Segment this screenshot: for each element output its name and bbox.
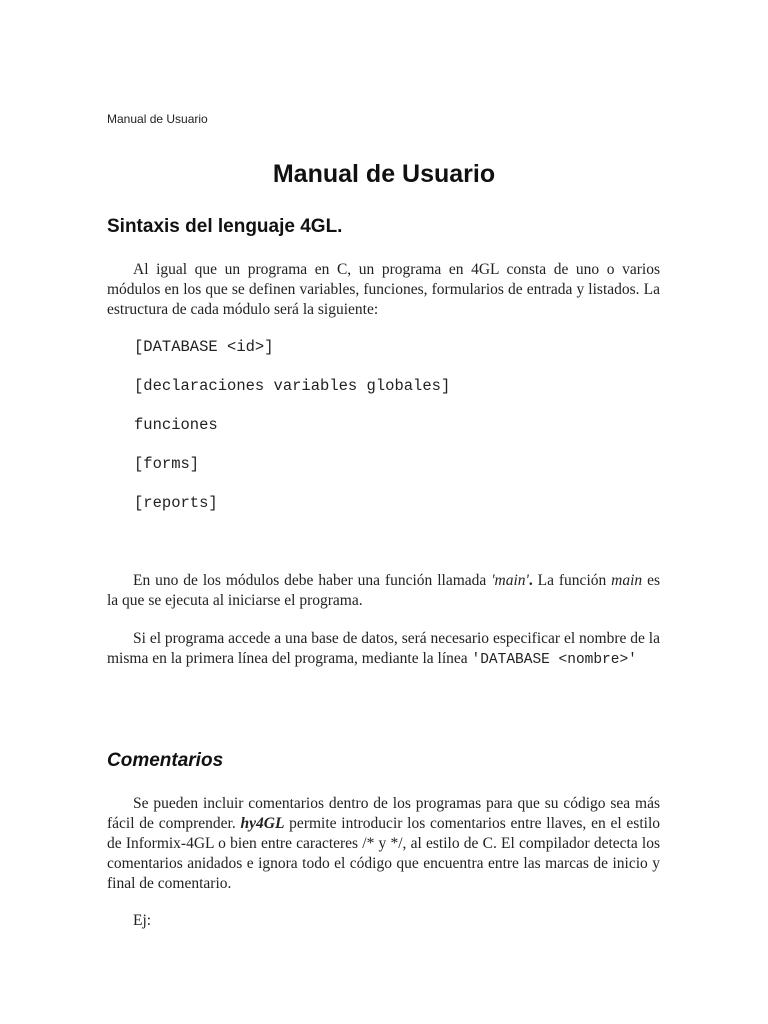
running-header: Manual de Usuario [107, 112, 208, 126]
intro-paragraph: Al igual que un programa en C, un programa en 4GL consta de uno o varios módulos en los que se definen variables, funciones, formularios de entrada y listados. La estructura de cada módulo será la siguiente: [107, 261, 660, 318]
code-line-forms: [forms] [134, 455, 200, 473]
product-name: hy4GL [240, 815, 285, 832]
paragraph-text: es la que se ejecuta al iniciarse el programa. [107, 572, 660, 609]
section-heading-sintaxis: Sintaxis del lenguaje 4GL. [107, 216, 343, 237]
paragraph-text: En uno de los módulos debe haber una función llamada [133, 572, 492, 589]
section-heading-comentarios: Comentarios [107, 750, 224, 771]
code-line-database: [DATABASE <id>] [134, 338, 274, 356]
code-line-reports: [reports] [134, 494, 218, 512]
paragraph-text: Si el programa accede a una base de datos, será necesario especificar el nombre de la misma en la primera línea del programa, mediante la línea [107, 630, 660, 667]
comments-paragraph [107, 794, 660, 894]
database-paragraph [107, 629, 660, 670]
inline-code: 'DATABASE <nombre>' [471, 652, 637, 668]
paragraph-text: permite introducir los comentarios entre llaves, en el estilo de Informix-4GL o bien entre caracteres /* y */, al estilo de C. El compilador detecta los comentarios anidados e ignora todo el código que encuentra entre las marcas de inicio y final de comentario. [107, 815, 660, 892]
paragraph-text: Se pueden incluir comentarios dentro de los programas para que su código sea más fácil de comprender. [107, 795, 660, 832]
example-label: Ej: [133, 912, 152, 929]
main-quoted-term: 'main' [491, 572, 529, 589]
code-line-funciones: funciones [134, 416, 218, 434]
page-title: Manual de Usuario [272, 160, 496, 188]
sentence-period: . [528, 572, 533, 589]
code-line-declaraciones: [declaraciones variables globales] [134, 377, 451, 395]
paragraph-text: La función [532, 572, 612, 589]
main-term: main [611, 572, 643, 589]
main-function-paragraph [107, 571, 660, 611]
